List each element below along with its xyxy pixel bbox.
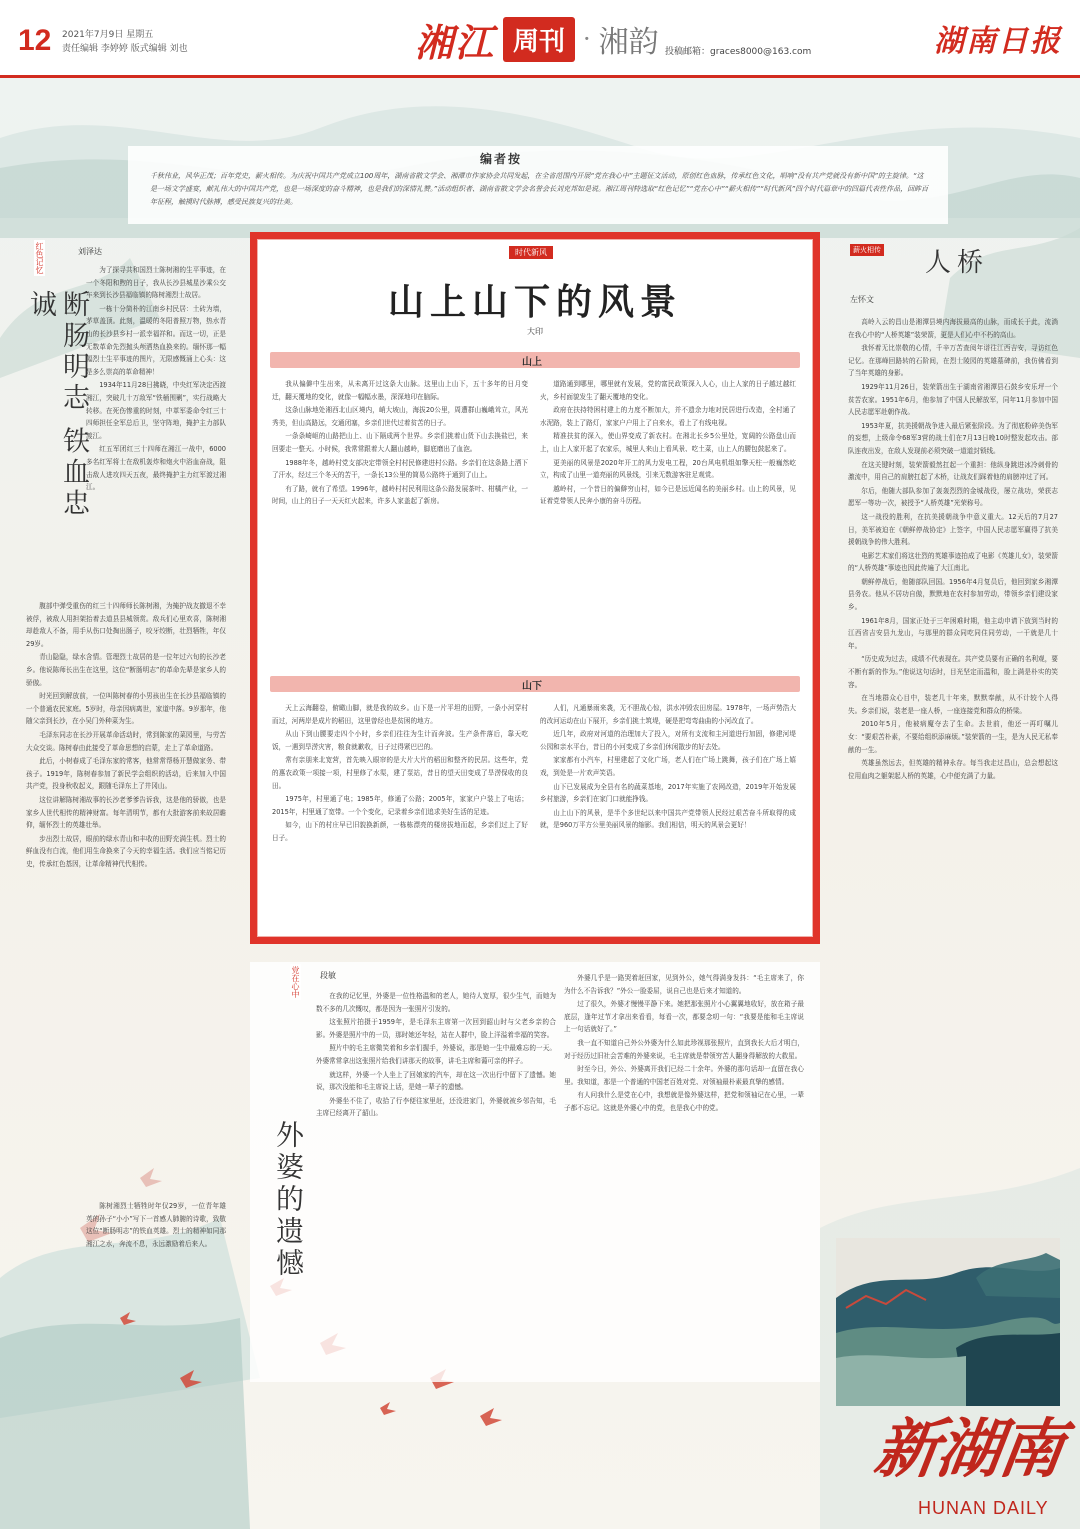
feature-down-col1 (272, 702, 528, 927)
paragraph: “历史成为过去，成绩不代表现在。共产党员要有正确的名利观，要不断有新的作为。”他说这句话时，目光坚定而温和，脸上满是朴实的笑容。 (848, 655, 1058, 689)
feature-up-col1 (272, 378, 528, 668)
editor-note-body: 千秋伟业，风华正茂；百年党史，薪火相传。为庆祝中国共产党成立100周年，湖南省散文学会、湘潭市作家协会共同发起，在全省范围内开展“党在我心中”主题征文活动，原创红色血脉，传承红色文化，唱响“没有共产党就没有新中国”的主旋律。“这是一场文学盛宴，献礼伟大的中国共产党，也是一场深度的奋斗精神，也是我们的深情礼赞。”活动组织者、湖南省散文学会名誉会长刘克邦如是说。湘江周刊特选取“红色记忆”“党在心中”“薪火相传”“时代新风”四个时代篇章中的四篇代表性作品，回眸百年征程，触摸时代脉搏，感受民族复兴的壮美。 (150, 172, 929, 206)
paragraph: 如今，山下的村庄早已旧貌换新颜，一栋栋漂亮的楼房拔地而起，乡亲们过上了好日子。 (272, 821, 528, 842)
paragraph: 外婆坐不住了，收拾了行李便往家里赶，还没进家门，外婆就被乡邻告知，毛主席已经离开了韶山。 (316, 1096, 556, 1118)
paragraph: 这条山脉地处湘西北山区境内，峭大坡山，海拔20公里，周遭群山巍峨耸立，风光秀美，但山高路远，交通闭塞，乡亲们世代过着贫苦的日子。 (272, 406, 528, 427)
footer-english: HUNAN DAILY (918, 1498, 1049, 1518)
left-story-text-bottom (26, 600, 226, 1190)
paragraph: 过了很久，外婆才慢慢平静下来。她把那张照片小心翼翼地收好，放在箱子最底层，逢年过节才拿出来看看，每看一次，都要念叨一句：“我要是能和毛主席说上一句话就好了。” (564, 1000, 804, 1034)
paragraph: 在我的记忆里，外婆是一位性格温和的老人，她待人宽厚，很少生气，而她为数不多的几次慨叹，都是因为一张照片引发的。 (316, 992, 556, 1013)
paragraph: 我一直不知道自己外公外婆为什么如此珍视那张照片，直到我长大后才明白，对于经历过旧社会苦难的外婆来说，毛主席就是带领穷苦人翻身得解放的大救星。 (564, 1038, 804, 1060)
paragraph: 这张照片拍摄于1959年，是毛泽东主席第一次回到韶山时与父老乡亲的合影。外婆是照片中的一员，那时她还年轻，站在人群中，脸上洋溢着幸福的笑容。 (316, 1018, 556, 1039)
paragraph: 1988年冬，越岭村党支部决定带领全村村民修建进村公路。乡亲们在这条路上洒下了汗水，经过三个冬天的苦干，一条长13公里的简易公路终于通到了山上。 (272, 458, 528, 480)
masthead (0, 0, 1080, 78)
paragraph: 有了路，就有了希望。1996年，越岭村村民利用这条公路发展茶叶、柑橘产业，一时间，山上的日子一天天红火起来，许多人家盖起了新房。 (272, 484, 528, 506)
paragraph: 越岭村，一个昔日的偏僻穷山村，如今已是远近闻名的美丽乡村。山上的风景，见证着党带领人民奔小康的奋斗历程。 (540, 484, 796, 506)
paragraph: 从山下到山腰要走四个小时，乡亲们往往为生计而奔波。生产条件落后，靠天吃饭，一遇到旱涝灾害，粮食就歉收，日子过得紧巴巴的。 (272, 730, 528, 751)
left-story-title: 断肠明志 铁血忠诚 (25, 290, 89, 520)
paragraph: 一条条崎岖的山路把山上、山下隔成两个世界。乡亲们挑着山货下山去换盐巴，来回要走一整天。小时候，我常常跟着大人翻山越岭，脚底磨出了血泡。 (272, 432, 528, 453)
paragraph: 精准扶贫的深入，使山界变成了新农村。在湘北长乡5公里处，宽阔的公路盘山而上，山上人家开起了农家乐，城里人来山上看风景、吃土菜，山上人的腰包鼓起来了。 (540, 432, 796, 453)
bottom-story-tag: 党在心中 (291, 966, 300, 998)
feature-up-col2 (540, 378, 796, 668)
editor-line: 责任编辑 李婷婷 版式编辑 刘也 (62, 44, 188, 54)
paragraph: 陈树湘烈士牺牲时年仅29岁，一位青年雄英的孙子“小小”写下一首感人肺腑的诗歌，致敬这位“断肠明志”的铁血英雄。烈士的精神如同那湘江之水，奔流不息，永远激励着后来人。 (86, 1202, 226, 1248)
feature-down-col2 (540, 702, 796, 927)
right-story-text (848, 316, 1058, 1231)
paragraph: 为了探寻共和国烈士陈树湘的生平事迹，在一个冬阳和煦的日子，我从长沙县城星沙乘公交车来到长沙县福临镇的陈树湘烈士故居。 (86, 266, 226, 300)
paragraph: 步出烈士故居，眼前的绿水青山和丰收的田野充满生机。烈士的鲜血没有白流，他们用生命换来了今天的幸福生活。我们应当铭记历史，传承红色基因，让革命精神代代相传。 (26, 834, 226, 868)
section-sub: 湘韵 (598, 25, 659, 60)
bottom-story-col1 (316, 990, 556, 1340)
paragraph: 这位讲解陈树湘故事的长沙老爹爹告诉我，这是他的骄傲，也是家乡人世代相传的精神财富。每年清明节，都有大批游客前来故居瞻仰，缅怀烈士的英雄壮举。 (26, 795, 226, 830)
feature-kicker: 时代新风 (509, 246, 553, 259)
section-banner (415, 10, 659, 68)
paragraph: 1953年夏，抗美援朝战争进入最后紧张阶段。为了彻底粉碎美伪军的妄想，上级命令68军3营的战士们在7月13日晚10时整发起攻击。部队连夜出发，在敌人发现前必须突破一道道封锁线。 (848, 421, 1058, 455)
editor-note-title: 编者按 (480, 152, 523, 166)
paragraph: 红五军团红三十四师在湘江一战中，6000多名红军将士在敌机轰炸和炮火中浴血奋战，阻击敌人进攻四天五夜，最终掩护主力红军渡过湘江。 (86, 445, 226, 492)
paragraph: 外婆几乎是一路哭着赶回家，见到外公，她气得满身发抖：“毛主席来了，你为什么不告诉我？”外公一脸委屈，说自己也是后来才知道的。 (564, 974, 804, 995)
feature-title: 山上山下的风景 (387, 281, 682, 323)
section-label-up: 山上 (522, 357, 542, 368)
paragraph: 山下已发展成为全县有名的蔬菜基地，2017年实施了农网改造，2019年开始发展乡村旅游，乡亲们在家门口就能挣钱。 (540, 782, 796, 804)
paragraph: 青山隐隐，绿水含情。管理烈士故居的是一位年过六旬的长沙老乡。他说陈师长出生在这里，这位“断肠明志”的革命先辈是家乡人的骄傲。 (26, 653, 226, 687)
paragraph: 这一战役的胜利，在抗美援朝战争中意义重大。12天后的7月27日，美军被迫在《朝鲜停战协定》上签字，中国人民志愿军赢得了抗美援朝战争的伟大胜利。 (848, 512, 1058, 547)
bottom-story-col2 (564, 972, 804, 1372)
feature-author: 大印 (527, 327, 543, 336)
section-weekly-badge: 周刊 (503, 17, 575, 62)
paragraph: 在当地群众心目中，装老几十年来，默默奉献，从不计较个人得失。乡亲们说，装老是一座人桥，一座连接党和群众的桥梁。 (848, 694, 1058, 715)
date-line: 2021年7月9日 星期五 (62, 30, 154, 40)
left-story-text-end (86, 1200, 226, 1370)
paragraph: 时光回到解放前，一位叫陈树春的小男孩出生在长沙县福临镇的一个普通农民家庭。5岁时，母亲因病离世，家道中落。9岁那年，他随父亲到长沙，在小吴门外种菜为生。 (26, 692, 226, 726)
paragraph: 朝鲜停战后，他随部队回国。1956年4月复员后，他回到家乡湘潭县务农。他从不居功自傲，默默地在农村参加劳动，带领乡亲们建设家乡。 (848, 577, 1058, 612)
paragraph: 有人问我什么是党在心中，我想就是像外婆这样，把党和领袖记在心里，一辈子都不忘记。这就是外婆心中的党，也是我心中的党。 (564, 1091, 804, 1112)
bottom-story-byline: 段敏 (320, 971, 336, 980)
paragraph: 电影艺术家们将这壮烈的英雄事迹拍成了电影《英雄儿女》，装荣箭的“人桥英雄”事迹也因此传遍了大江南北。 (848, 551, 1058, 573)
paragraph: 常有亲朋来北宽营，首先映入眼帘的是大片大片的稻田和整齐的民居。这些年，党的惠农政策一项接一项，村里修了水渠，建了泵站，昔日的望天田变成了旱涝保收的良田。 (272, 756, 528, 790)
separator-dot: · (583, 25, 591, 53)
right-story-tag: 薪火相传 (850, 244, 884, 256)
left-story-byline: 刘泽达 (78, 247, 102, 256)
paragraph: 就这样，外婆一个人坐上了回娘家的汽车，却在这一次出行中留下了遗憾。她说，那次没能和毛主席说上话，是她一辈子的遗憾。 (316, 1070, 556, 1092)
paragraph: 高岭入云的昌山是湘潭县境内海拔最高的山脉，而成长于此，流淌在我心中的“人桥英雄”装荣箭，更是人们心中不朽的高山。 (848, 318, 1058, 339)
footer-calligraphy: 新湖南 (869, 1412, 1067, 1487)
right-story-title: 人桥 (925, 248, 990, 278)
paragraph: 毛泽东同志在长沙开展革命活动时，常到陈家的菜园里，与劳苦大众交谈。陈树春由此接受了革命思想的启蒙，走上了革命道路。 (26, 730, 226, 752)
paragraph: 道路通到哪里，哪里就有发展，党的富民政策深入人心，山上人家的日子越过越红火，乡村面貌发生了翻天覆地的变化。 (540, 380, 796, 401)
page-number: 12 (18, 24, 52, 57)
paragraph: 此后，小树春成了毛泽东家的常客，他常常帮杨开慧做家务、带孩子。1919年，陈树春参加了新民学会组织的活动，后来加入中国共产党，投身秋收起义，跟随毛泽东上了井冈山。 (26, 757, 226, 791)
paragraph: 照片中的毛主席微笑着和乡亲们握手，外婆说，那是她一生中最难忘的一天。外婆常常拿出这张照片给我们讲那天的故事，讲毛主席和蔼可亲的样子。 (316, 1044, 556, 1065)
paragraph: 天上云海翻卷，俯瞰山脚，就是我的故乡。山下是一片平坦的田野，一条小河穿村而过，河两岸是成片的稻田，这里曾经也是贫困的地方。 (272, 704, 528, 725)
left-story-text-top (86, 264, 226, 584)
paragraph: 2010年5月，他被病魔夺去了生命。去世前，他还一再叮嘱儿女：“要艰苦朴素，不要给组织添麻烦。”装荣箭的一生，是为人民无私奉献的一生。 (848, 720, 1058, 754)
paragraph: 近几年，政府对河道的治理加大了投入，对所有支流和主河道进行加固，修建河堤公园和亲水平台，昔日的小河变成了乡亲们休闲散步的好去处。 (540, 730, 796, 751)
paragraph: 家家都有小汽车，村里建起了文化广场，老人们在广场上跳舞，孩子们在广场上嬉戏，到处是一片欢声笑语。 (540, 756, 796, 777)
paragraph: 一栋十分简朴的江南乡村民居：土砖为墙，茅草盖顶。此刻，温暖的冬阳普照万物，热水青山的长沙县乡村一派幸福祥和。而这一切，正是无数革命先烈抛头颅洒热血换来的。缅怀那一幅幅烈士生平事迹的图片，无限感慨涌上心头：这是多么崇高的革命精神！ (86, 304, 226, 376)
paragraph: 1975年，村里通了电；1985年，修通了公路；2005年，家家户户装上了电话；2015年，村里通了宽带。一个个变化，记录着乡亲们追求美好生活的足迹。 (272, 795, 528, 816)
right-story-byline: 左怀文 (850, 295, 874, 304)
paragraph: 时至今日，外公、外婆离开我们已经二十余年。外婆的那句话却一直留在我心里。我知道，那是一个普通的中国老百姓对党、对领袖最朴素最真挚的感情。 (564, 1065, 804, 1086)
paragraph: 人们，凡通暴雨来袭，无不胆战心惊，洪水冲毁农田房屋。1978年，一场声势浩大的改河运动在山下展开，乡亲们挑土筑堤，硬是把弯弯曲曲的小河改直了。 (540, 704, 796, 725)
paragraph: 英雄虽然远去，但英雄的精神永存。每当我走过昌山，总会想起这位用血肉之躯架起人桥的英雄，心中便充满了力量。 (848, 759, 1058, 780)
paragraph: 1934年11月28日拂晓，中央红军决定西渡湘江，突破几十万敌军“铁桶围剿”，实行战略大转移。在死伤惨重的时刻，中革军委命令红三十四师担任全军总后卫，坚守阵地，掩护主力部队渡江。 (86, 381, 226, 440)
section-name: 湘江 (415, 19, 496, 65)
paper-logo: 湖南日报 (934, 24, 1062, 59)
paragraph: 我怀着无比崇敬的心情，千辛万苦查阅年谱往江西吉安，寻访红色记忆。在那峰回路转的石阶间，在烈士陵园的英雄墓碑前，我仿佛看到了当年英雄的身影。 (848, 344, 1058, 378)
section-label-down: 山下 (522, 681, 542, 692)
paragraph: 1961年8月，国家正处于三年困难时期，他主动申请下放到当时的江西省吉安县九龙山，与那里的群众同吃同住同劳动，一干就是几十年。 (848, 616, 1058, 650)
paragraph: 腹部中弹受重伤的红三十四师师长陈树湘，为掩护战友撤退不幸被俘，被敌人用担架抬着去道县县城领赏。敌兵们心里欢喜，陈树湘却趁敌人不备，用手从伤口处掏出肠子，咬牙绞断，壮烈牺牲，年仅29岁。 (26, 602, 226, 648)
paragraph: 更美丽的风景是2020年开工的风力发电工程，20台风电机组如擎天柱一般巍然屹立，构成了山里一道亮丽的风景线，引来无数游客驻足观赏。 (540, 458, 796, 480)
paragraph: 政府在扶持特困村建上的力度不断加大，并不遗余力地对民居进行改造，全村通了水泥路，装上了路灯，家家户户用上了自来水，看上了有线电视。 (540, 406, 796, 427)
paragraph: 尔后，他随大部队参加了轰轰烈烈的金城战役，屡立战功，荣获志愿军一等功一次，被授予“人桥英雄”光荣称号。 (848, 486, 1058, 508)
landscape-painting (836, 1238, 1060, 1406)
paragraph: 山上山下的风景，是半个多世纪以来中国共产党带领人民经过艰苦奋斗所取得的成就，是960万平方公里美丽风景的缩影。我们相信，明天的风景会更好！ (540, 808, 796, 830)
masthead-meta (62, 28, 188, 56)
paragraph: 我从偏僻中生出来，从未离开过这条大山脉。这里山上山下，五十多年的日月变迁，翻天覆地的变化，就像一幅幅水墨，深深地印在脑际。 (272, 380, 528, 401)
email-line: 投稿邮箱：graces8000@163.com (665, 47, 812, 57)
left-story-tag: 红色记忆 (35, 242, 44, 274)
bottom-story-title: 外婆的遗憾 (272, 1120, 305, 1280)
paragraph: 1929年11月26日，装荣箭出生于湖南省湘潭县石鼓乡安乐坪一个贫苦农家。1951年6月，他参加了中国人民解放军，同年11月参加中国人民志愿军赴朝作战。 (848, 382, 1058, 417)
paragraph: 在这关键时刻，装荣箭毅然扛起一个重担：他纵身跳进冰冷刺骨的激流中，用自己的肩膀扛起了木桥，让战友们踩着他的肩膀冲过了河。 (848, 460, 1058, 482)
